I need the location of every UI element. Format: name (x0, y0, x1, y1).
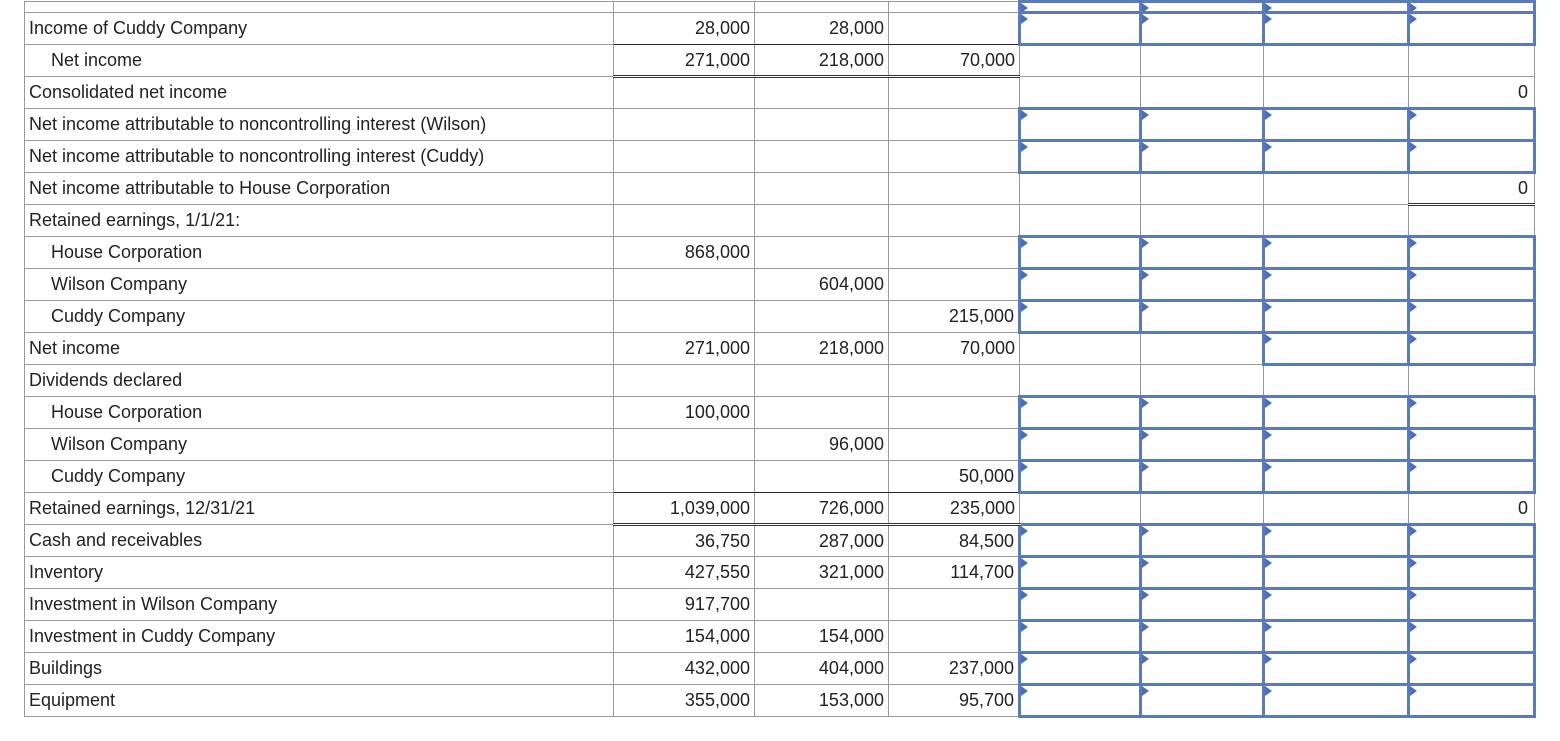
empty-cell (1020, 205, 1141, 237)
worksheet-row (25, 429, 1535, 461)
noncontrolling-interest-input[interactable] (1264, 621, 1409, 653)
cuddy-company-amount: 70,000 (889, 333, 1020, 365)
wilson-company-amount (755, 109, 889, 141)
consolidated-total-value: 0 (1409, 173, 1535, 205)
credit-input[interactable] (1141, 397, 1264, 429)
worksheet-row (25, 237, 1535, 269)
wilson-company-amount (755, 461, 889, 493)
account-label: Cash and receivables (25, 525, 614, 557)
worksheet-row (25, 333, 1535, 365)
worksheet-row (25, 685, 1535, 717)
noncontrolling-interest-input[interactable] (1264, 333, 1409, 365)
cuddy-company-amount: 235,000 (889, 493, 1020, 525)
consolidated-total-input[interactable] (1409, 397, 1535, 429)
cuddy-company-amount: 70,000 (889, 45, 1020, 77)
cuddy-company-amount (889, 621, 1020, 653)
cuddy-company-amount (889, 589, 1020, 621)
worksheet-row (25, 205, 1535, 237)
wilson-company-amount (755, 77, 889, 109)
wilson-company-amount: 218,000 (755, 45, 889, 77)
debit-input[interactable] (1020, 685, 1141, 717)
noncontrolling-interest-input[interactable] (1264, 2, 1409, 13)
credit-input[interactable] (1141, 429, 1264, 461)
debit-input[interactable] (1020, 2, 1141, 13)
wilson-company-amount: 604,000 (755, 269, 889, 301)
house-corporation-amount: 154,000 (614, 621, 755, 653)
worksheet-row (25, 621, 1535, 653)
house-corporation-amount: 271,000 (614, 333, 755, 365)
debit-input[interactable] (1020, 621, 1141, 653)
worksheet-row (25, 109, 1535, 141)
worksheet-row (25, 365, 1535, 397)
account-label: Net income (25, 45, 614, 77)
cuddy-company-amount: 237,000 (889, 653, 1020, 685)
debit-input[interactable] (1020, 461, 1141, 493)
empty-cell (1141, 77, 1264, 109)
house-corporation-amount: 271,000 (614, 45, 755, 77)
wilson-company-amount (755, 589, 889, 621)
house-corporation-amount: 36,750 (614, 525, 755, 557)
wilson-company-amount: 404,000 (755, 653, 889, 685)
account-label: Income of Cuddy Company (25, 13, 614, 45)
noncontrolling-interest-input[interactable] (1264, 301, 1409, 333)
cuddy-company-amount: 50,000 (889, 461, 1020, 493)
worksheet-row (25, 141, 1535, 173)
consolidated-total-input[interactable] (1409, 621, 1535, 653)
empty-cell (1264, 205, 1409, 237)
cuddy-company-amount (889, 77, 1020, 109)
noncontrolling-interest-input[interactable] (1264, 685, 1409, 717)
worksheet-row (25, 45, 1535, 77)
noncontrolling-interest-input[interactable] (1264, 589, 1409, 621)
consolidated-total-input[interactable] (1409, 461, 1535, 493)
cuddy-company-amount (889, 141, 1020, 173)
account-label: Net income attributable to noncontrolling interest (Wilson) (25, 109, 614, 141)
wilson-company-amount: 287,000 (755, 525, 889, 557)
wilson-company-amount: 28,000 (755, 13, 889, 45)
credit-input[interactable] (1141, 589, 1264, 621)
house-corporation-amount (614, 77, 755, 109)
empty-cell (1141, 45, 1264, 77)
cuddy-company-amount (889, 205, 1020, 237)
cuddy-company-amount (889, 2, 1020, 13)
credit-input[interactable] (1141, 685, 1264, 717)
debit-input[interactable] (1020, 557, 1141, 589)
house-corporation-amount (614, 269, 755, 301)
account-label: Net income attributable to House Corporation (25, 173, 614, 205)
consolidated-total-input[interactable] (1409, 333, 1535, 365)
account-label: Dividends declared (25, 365, 614, 397)
worksheet-row (25, 2, 1535, 13)
account-label: Equipment (25, 685, 614, 717)
empty-cell (1020, 365, 1141, 397)
consolidated-total-input[interactable] (1409, 429, 1535, 461)
cuddy-company-amount (889, 109, 1020, 141)
wilson-company-amount (755, 205, 889, 237)
noncontrolling-interest-input[interactable] (1264, 109, 1409, 141)
account-label: Cuddy Company (25, 461, 614, 493)
noncontrolling-interest-input[interactable] (1264, 269, 1409, 301)
house-corporation-amount (614, 461, 755, 493)
account-label: Retained earnings, 1/1/21: (25, 205, 614, 237)
house-corporation-amount: 427,550 (614, 557, 755, 589)
house-corporation-amount: 868,000 (614, 237, 755, 269)
consolidated-total-input[interactable] (1409, 141, 1535, 173)
consolidated-total-input[interactable] (1409, 557, 1535, 589)
wilson-company-amount (755, 173, 889, 205)
credit-input[interactable] (1141, 525, 1264, 557)
house-corporation-amount (614, 173, 755, 205)
empty-cell (1409, 205, 1535, 237)
worksheet-row (25, 173, 1535, 205)
cuddy-company-amount (889, 397, 1020, 429)
consolidated-total-value: 0 (1409, 77, 1535, 109)
credit-input[interactable] (1141, 557, 1264, 589)
account-label: Net income (25, 333, 614, 365)
account-label: Cuddy Company (25, 301, 614, 333)
account-label: Net income attributable to noncontrolling interest (Cuddy) (25, 141, 614, 173)
house-corporation-amount: 355,000 (614, 685, 755, 717)
account-label: House Corporation (25, 397, 614, 429)
consolidated-total-input[interactable] (1409, 653, 1535, 685)
cuddy-company-amount: 84,500 (889, 525, 1020, 557)
account-label: Wilson Company (25, 429, 614, 461)
empty-cell (1020, 173, 1141, 205)
consolidated-total-input[interactable] (1409, 589, 1535, 621)
worksheet-row (25, 397, 1535, 429)
account-label: House Corporation (25, 237, 614, 269)
house-corporation-amount (614, 429, 755, 461)
wilson-company-amount: 154,000 (755, 621, 889, 653)
wilson-company-amount (755, 301, 889, 333)
empty-cell (1020, 493, 1141, 525)
debit-input[interactable] (1020, 141, 1141, 173)
worksheet-table (24, 0, 1536, 718)
wilson-company-amount: 321,000 (755, 557, 889, 589)
cuddy-company-amount (889, 173, 1020, 205)
credit-input[interactable] (1141, 653, 1264, 685)
empty-cell (1141, 205, 1264, 237)
account-label: Wilson Company (25, 269, 614, 301)
house-corporation-amount (614, 2, 755, 13)
noncontrolling-interest-input[interactable] (1264, 461, 1409, 493)
wilson-company-amount: 218,000 (755, 333, 889, 365)
debit-input[interactable] (1020, 301, 1141, 333)
wilson-company-amount: 153,000 (755, 685, 889, 717)
account-label: Investment in Cuddy Company (25, 621, 614, 653)
account-label: Inventory (25, 557, 614, 589)
worksheet-row (25, 557, 1535, 589)
debit-input[interactable] (1020, 525, 1141, 557)
house-corporation-amount (614, 109, 755, 141)
cuddy-company-amount (889, 269, 1020, 301)
consolidated-total-value: 0 (1409, 493, 1535, 525)
wilson-company-amount: 96,000 (755, 429, 889, 461)
empty-cell (1264, 365, 1409, 397)
noncontrolling-interest-input[interactable] (1264, 429, 1409, 461)
empty-cell (1020, 45, 1141, 77)
credit-input[interactable] (1141, 301, 1264, 333)
wilson-company-amount: 726,000 (755, 493, 889, 525)
consolidated-total-input[interactable] (1409, 109, 1535, 141)
noncontrolling-interest-input[interactable] (1264, 525, 1409, 557)
noncontrolling-interest-input[interactable] (1264, 397, 1409, 429)
account-label: Consolidated net income (25, 77, 614, 109)
credit-input[interactable] (1141, 2, 1264, 13)
empty-cell (1264, 173, 1409, 205)
cuddy-company-amount (889, 429, 1020, 461)
debit-input[interactable] (1020, 429, 1141, 461)
worksheet-row (25, 77, 1535, 109)
empty-cell (1409, 45, 1535, 77)
consolidated-total-input[interactable] (1409, 269, 1535, 301)
empty-cell (1264, 45, 1409, 77)
wilson-company-amount (755, 2, 889, 13)
consolidated-total-input[interactable] (1409, 525, 1535, 557)
credit-input[interactable] (1141, 141, 1264, 173)
noncontrolling-interest-input[interactable] (1264, 141, 1409, 173)
empty-cell (1141, 493, 1264, 525)
wilson-company-amount (755, 365, 889, 397)
worksheet-row (25, 493, 1535, 525)
worksheet-row (25, 525, 1535, 557)
noncontrolling-interest-input[interactable] (1264, 557, 1409, 589)
debit-input[interactable] (1020, 653, 1141, 685)
wilson-company-amount (755, 141, 889, 173)
cuddy-company-amount (889, 365, 1020, 397)
empty-cell (1141, 173, 1264, 205)
debit-input[interactable] (1020, 13, 1141, 45)
house-corporation-amount (614, 141, 755, 173)
house-corporation-amount: 432,000 (614, 653, 755, 685)
worksheet-row (25, 589, 1535, 621)
consolidation-worksheet (24, 0, 1536, 718)
noncontrolling-interest-input[interactable] (1264, 653, 1409, 685)
credit-input[interactable] (1141, 109, 1264, 141)
debit-input[interactable] (1020, 269, 1141, 301)
credit-input[interactable] (1141, 461, 1264, 493)
credit-input[interactable] (1141, 237, 1264, 269)
consolidated-total-input[interactable] (1409, 2, 1535, 13)
worksheet-row (25, 653, 1535, 685)
credit-input[interactable] (1141, 13, 1264, 45)
debit-input[interactable] (1020, 237, 1141, 269)
empty-cell (1141, 365, 1264, 397)
credit-input[interactable] (1141, 269, 1264, 301)
house-corporation-amount: 100,000 (614, 397, 755, 429)
cuddy-company-amount: 215,000 (889, 301, 1020, 333)
worksheet-row (25, 461, 1535, 493)
debit-input[interactable] (1020, 589, 1141, 621)
noncontrolling-interest-input[interactable] (1264, 13, 1409, 45)
noncontrolling-interest-input[interactable] (1264, 237, 1409, 269)
house-corporation-amount: 917,700 (614, 589, 755, 621)
empty-cell (1020, 333, 1141, 365)
wilson-company-amount (755, 397, 889, 429)
account-label (25, 2, 614, 13)
worksheet-row (25, 13, 1535, 45)
empty-cell (1264, 493, 1409, 525)
debit-input[interactable] (1020, 397, 1141, 429)
cuddy-company-amount (889, 237, 1020, 269)
house-corporation-amount: 28,000 (614, 13, 755, 45)
worksheet-row (25, 269, 1535, 301)
account-label: Buildings (25, 653, 614, 685)
house-corporation-amount (614, 205, 755, 237)
debit-input[interactable] (1020, 109, 1141, 141)
credit-input[interactable] (1141, 621, 1264, 653)
account-label: Retained earnings, 12/31/21 (25, 493, 614, 525)
consolidated-total-input[interactable] (1409, 301, 1535, 333)
empty-cell (1141, 333, 1264, 365)
account-label: Investment in Wilson Company (25, 589, 614, 621)
worksheet-row (25, 301, 1535, 333)
cuddy-company-amount: 114,700 (889, 557, 1020, 589)
house-corporation-amount (614, 365, 755, 397)
house-corporation-amount (614, 301, 755, 333)
empty-cell (1264, 77, 1409, 109)
cuddy-company-amount: 95,700 (889, 685, 1020, 717)
consolidated-total-input[interactable] (1409, 13, 1535, 45)
cuddy-company-amount (889, 13, 1020, 45)
consolidated-total-input[interactable] (1409, 237, 1535, 269)
consolidated-total-input[interactable] (1409, 685, 1535, 717)
wilson-company-amount (755, 237, 889, 269)
empty-cell (1409, 365, 1535, 397)
empty-cell (1020, 77, 1141, 109)
house-corporation-amount: 1,039,000 (614, 493, 755, 525)
